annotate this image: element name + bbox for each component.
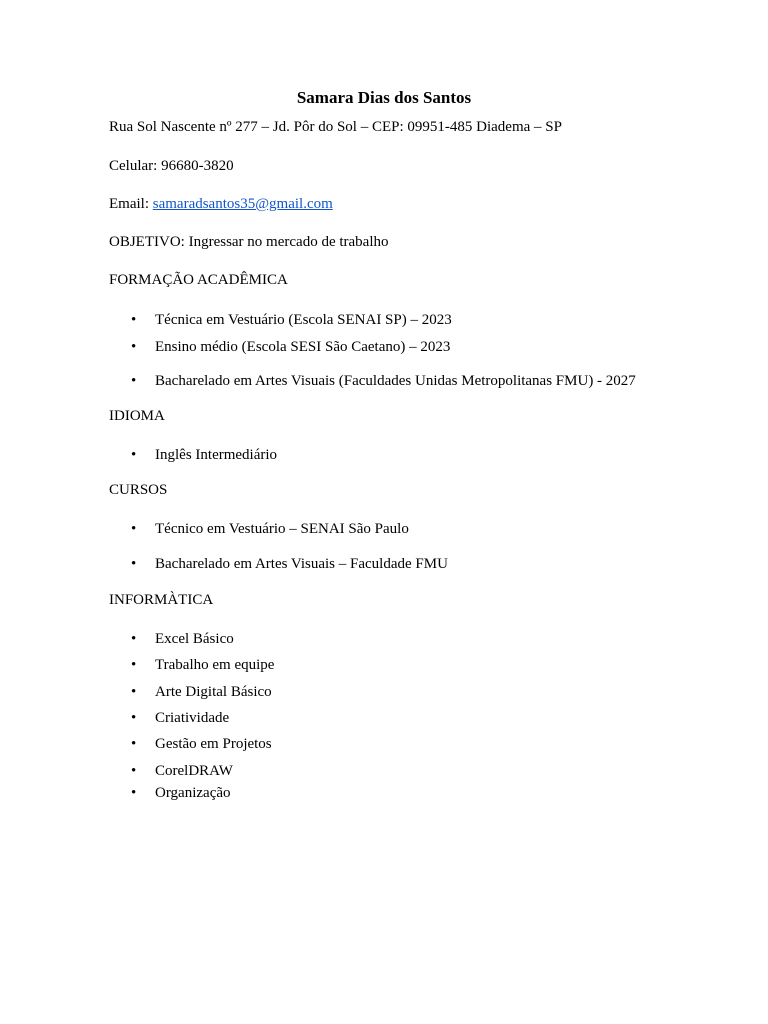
bullet-icon: • (131, 339, 137, 355)
computing-heading: INFORMÀTICA (109, 592, 214, 608)
bullet-icon: • (131, 785, 137, 801)
phone-line: Celular: 96680-3820 (109, 158, 234, 174)
list-item-text: Excel Básico (155, 631, 234, 647)
bullet-icon: • (131, 556, 137, 572)
address-line: Rua Sol Nascente nº 277 – Jd. Pôr do Sol – CEP: 09951-485 Diadema – SP (109, 119, 562, 135)
bullet-icon: • (131, 710, 137, 726)
email-label: Email: (109, 196, 153, 212)
courses-heading: CURSOS (109, 482, 168, 498)
education-heading: FORMAÇÃO ACADÊMICA (109, 272, 288, 288)
list-item-text: CorelDRAW (155, 763, 233, 779)
list-item-text: Trabalho em equipe (155, 657, 275, 673)
list-item-text: Bacharelado em Artes Visuais – Faculdade FMU (155, 556, 448, 572)
list-item-text: Ensino médio (Escola SESI São Caetano) – 2023 (155, 339, 451, 355)
bullet-icon: • (131, 657, 137, 673)
language-heading: IDIOMA (109, 408, 165, 424)
list-item-text: Gestão em Projetos (155, 736, 272, 752)
email-link[interactable]: samaradsantos35@gmail.com (152, 196, 333, 212)
bullet-icon: • (131, 631, 137, 647)
bullet-icon: • (131, 736, 137, 752)
list-item-text: Inglês Intermediário (155, 447, 278, 463)
bullet-icon: • (131, 521, 137, 537)
list-item-text: Organização (155, 785, 231, 801)
list-item-text: Arte Digital Básico (155, 684, 272, 700)
resume-name: Samara Dias dos Santos (296, 88, 472, 107)
bullet-icon: • (131, 684, 137, 700)
list-item-text: Técnico em Vestuário – SENAI São Paulo (155, 521, 409, 537)
list-item-text: Bacharelado em Artes Visuais (Faculdades Unidas Metropolitanas FMU) - 2027 (155, 373, 636, 389)
list-item-text: Criatividade (155, 710, 230, 726)
list-item-text: Técnica em Vestuário (Escola SENAI SP) – 2023 (155, 312, 452, 328)
email-line (109, 196, 333, 213)
bullet-icon: • (131, 312, 137, 328)
bullet-icon: • (131, 763, 137, 779)
bullet-icon: • (131, 447, 137, 463)
bullet-icon: • (131, 373, 137, 389)
objective-line: OBJETIVO: Ingressar no mercado de trabalho (109, 234, 389, 250)
